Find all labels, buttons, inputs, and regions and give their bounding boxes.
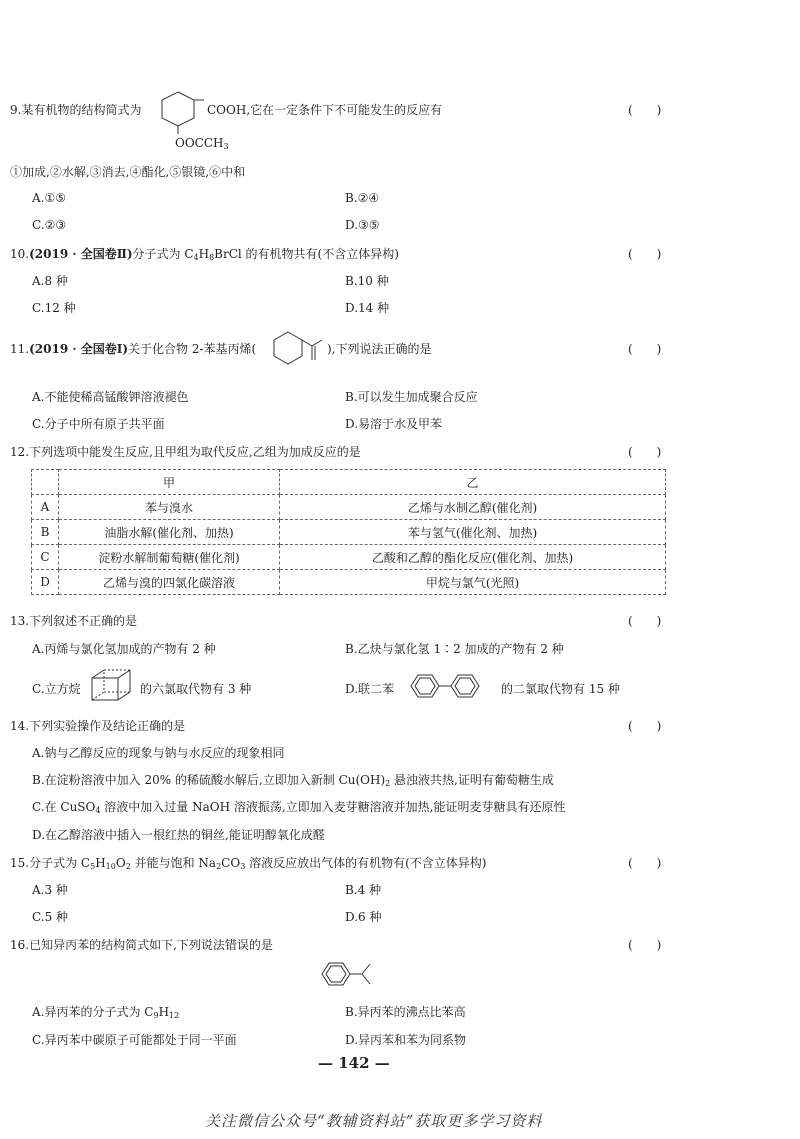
table-cell: A [32,495,59,520]
option-a: A.异丙苯的分子式为 $C_9H_{12}$ [32,1005,180,1020]
q14-stem: 14.下列实验操作及结论正确的是 [10,719,186,733]
answer-paren: ( ) [628,719,662,733]
option-d: D.易溶于水及甲苯 [345,417,443,431]
cumene-structure [318,958,382,990]
option-a: A.8 种 [32,274,68,288]
table-cell [32,470,59,495]
answer-paren: ( ) [628,247,662,261]
option-a: A.①⑤ [32,191,66,205]
option-c: C.异丙苯中碳原子可能都处于同一平面 [32,1033,237,1047]
option-b: B.乙炔与氯化氢 1∶2 加成的产物有 2 种 [345,642,564,656]
table-cell: 乙烯与水制乙醇(催化剂) [280,495,666,520]
q9-items: ①加成,②水解,③消去,④酯化,⑤银镜,⑥中和 [10,165,246,179]
option-b: B.②④ [345,191,380,205]
table-cell: 油脂水解(催化剂、加热) [59,520,280,545]
answer-paren: ( ) [628,614,662,628]
q9-stem-cont: COOH,它在一定条件下不可能发生的反应有 [207,103,443,117]
option-b: B.在淀粉溶液中加入 20% 的稀硫酸水解后,立即加入新制 $Cu(OH)_2$ 悬浊液共热,证明有葡萄糖生成 [32,773,554,788]
table-cell: D [32,570,59,595]
q16-stem: 16.已知异丙苯的结构简式如下,下列说法错误的是 [10,938,273,952]
footer-note: 关注微信公众号“教辅资料站”获取更多学习资料 [205,1112,543,1130]
q9-substituent: $OOCCH_3$ [175,136,229,151]
option-c: C.5 种 [32,910,69,924]
option-d: D.联二苯 [345,682,395,696]
table-cell: 苯与氢气(催化剂、加热) [280,520,666,545]
option-c-cont: 的六氯取代物有 3 种 [140,682,252,696]
biphenyl-structure [403,673,495,699]
option-a: A.不能使稀高锰酸钾溶液褪色 [32,390,189,404]
option-c: C.立方烷 [32,682,81,696]
cubane-structure [90,668,134,704]
table-row [32,495,666,520]
option-b: B.4 种 [345,883,382,897]
q10-stem: 10.(2019 · 全国卷Ⅱ)分子式为 $C_4H_8BrCl$ 的有机物共有(不含立体异构) [10,247,399,262]
option-d: D.在乙醇溶液中插入一根红热的铜丝,能证明醇氧化成醛 [32,828,325,842]
table-header: 甲 [59,470,280,495]
option-a: A.丙烯与氯化氢加成的产物有 2 种 [32,642,216,656]
table-cell: 淀粉水解制葡萄糖(催化剂) [59,545,280,570]
reaction-table [31,469,666,595]
q9-stem: 9.某有机物的结构简式为 [10,103,142,117]
q15-stem: 15.分子式为 $C_5H_{10}O_2$ 并能与饱和 $Na_2CO_3$ 溶液反应放出气体的有机物有(不含立体异构) [10,856,487,871]
option-c: C.12 种 [32,301,76,315]
answer-paren: ( ) [628,103,662,117]
table-header-row [32,470,666,495]
option-c: C.②③ [32,218,67,232]
table-cell: 乙酸和乙醇的酯化反应(催化剂、加热) [280,545,666,570]
answer-paren: ( ) [628,342,662,356]
q11-stem-cont: ),下列说法正确的是 [327,342,432,356]
table-row [32,545,666,570]
table-cell: 乙烯与溴的四氯化碳溶液 [59,570,280,595]
option-d: D.③⑤ [345,218,380,232]
table-cell: C [32,545,59,570]
option-d-cont: 的二氯取代物有 15 种 [501,682,620,696]
table-row [32,570,666,595]
option-a: A.3 种 [32,883,68,897]
option-d: D.14 种 [345,301,390,315]
option-c: C.在 CuSO$_4$ 溶液中加入过量 NaOH 溶液振荡,立即加入麦芽糖溶液并加热,能证明麦芽糖具有还原性 [32,800,566,815]
option-b: B.10 种 [345,274,389,288]
table-cell: B [32,520,59,545]
option-d: D.异丙苯和苯为同系物 [345,1033,467,1047]
option-a: A.钠与乙醇反应的现象与钠与水反应的现象相同 [32,746,285,760]
table-header: 乙 [280,470,666,495]
table-cell: 甲烷与氯气(光照) [280,570,666,595]
table-row [32,520,666,545]
q12-stem: 12.下列选项中能发生反应,且甲组为取代反应,乙组为加成反应的是 [10,445,361,459]
q11-stem: 11.(2019 · 全国卷Ⅰ)关于化合物 2-苯基丙烯( [10,342,257,356]
option-d: D.6 种 [345,910,382,924]
answer-paren: ( ) [628,856,662,870]
answer-paren: ( ) [628,938,662,952]
page-number: — 142 — [318,1054,390,1072]
q13-stem: 13.下列叙述不正确的是 [10,614,138,628]
option-b: B.可以发生加成聚合反应 [345,390,478,404]
phenylpropene-structure [272,328,328,372]
option-b: B.异丙苯的沸点比苯高 [345,1005,466,1019]
table-cell: 苯与溴水 [59,495,280,520]
option-c: C.分子中所有原子共平面 [32,417,165,431]
benzene-ring-structure [158,88,208,134]
answer-paren: ( ) [628,445,662,459]
